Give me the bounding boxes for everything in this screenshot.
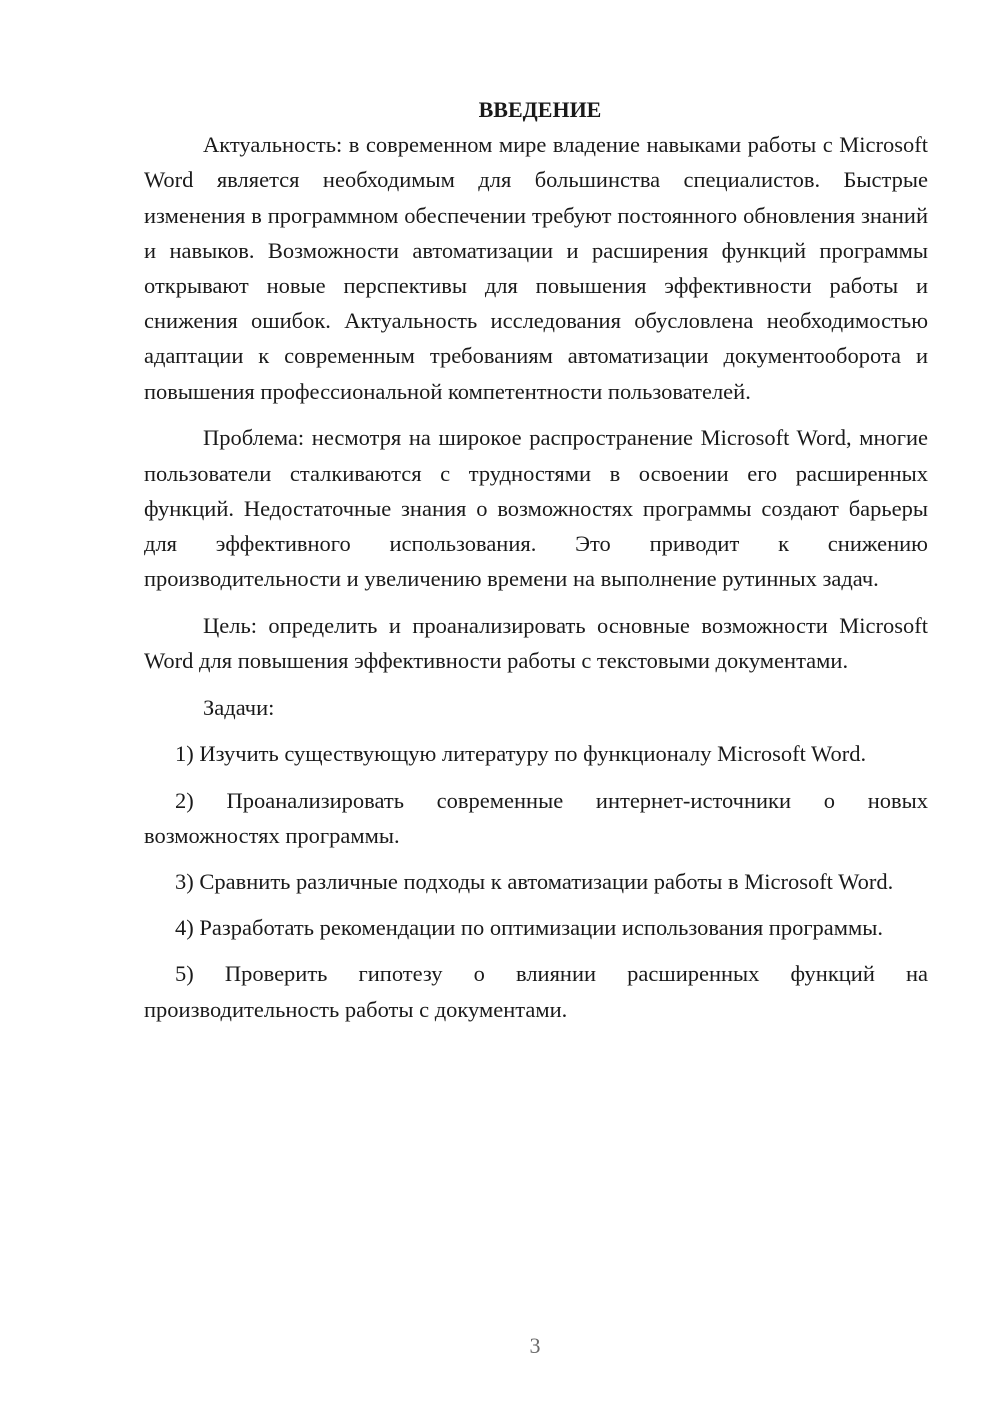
problem-paragraph: Проблема: несмотря на широкое распространение Microsoft Word, многие пользователи сталкиваются с трудностями в освоении его расширенных функций. Недостаточные знания о возможностях программы создают барьеры для эффективного использования. Это приводит к снижению производительности и увеличению времени на выполнение рутинных задач. [144,425,928,592]
page-title: ВВЕДЕНИЕ [478,97,602,122]
goal-paragraph: Цель: определить и проанализировать основные возможности Microsoft Word для повышения эффективности работы с текстовыми документами. [144,612,928,674]
tasks-list [144,736,928,1026]
tasks-heading: Задачи: [203,694,275,720]
task-item-5: 5) Проверить гипотезу о влиянии расширенных функций на производительность работы с документами. [144,961,928,1022]
task-item-2: 2) Проанализировать современные интернет-источники о новых возможностях программы. [144,787,928,848]
task-item-3: 3) Сравнить различные подходы к автоматизации работы в Microsoft Word. [175,869,894,895]
page-content [144,92,928,1038]
relevance-paragraph: Актуальность: в современном мире владение навыками работы с Microsoft Word является необходимым для большинства специалистов. Быстрые изменения в программном обеспечении требуют постоянного обновления знаний и навыков. Возможности автоматизации и расширения функций программы открывают новые перспективы для повышения эффективности работы и снижения ошибок. Актуальность исследования обусловлена необходимостью адаптации к современным требованиям автоматизации документооборота и повышения профессиональной компетентности пользователей. [144,132,928,404]
page-number: 3 [529,1333,541,1358]
task-item-1: 1) Изучить существующую литературу по функционалу Microsoft Word. [175,741,867,767]
task-item-4: 4) Разработать рекомендации по оптимизации использования программы. [175,915,884,941]
